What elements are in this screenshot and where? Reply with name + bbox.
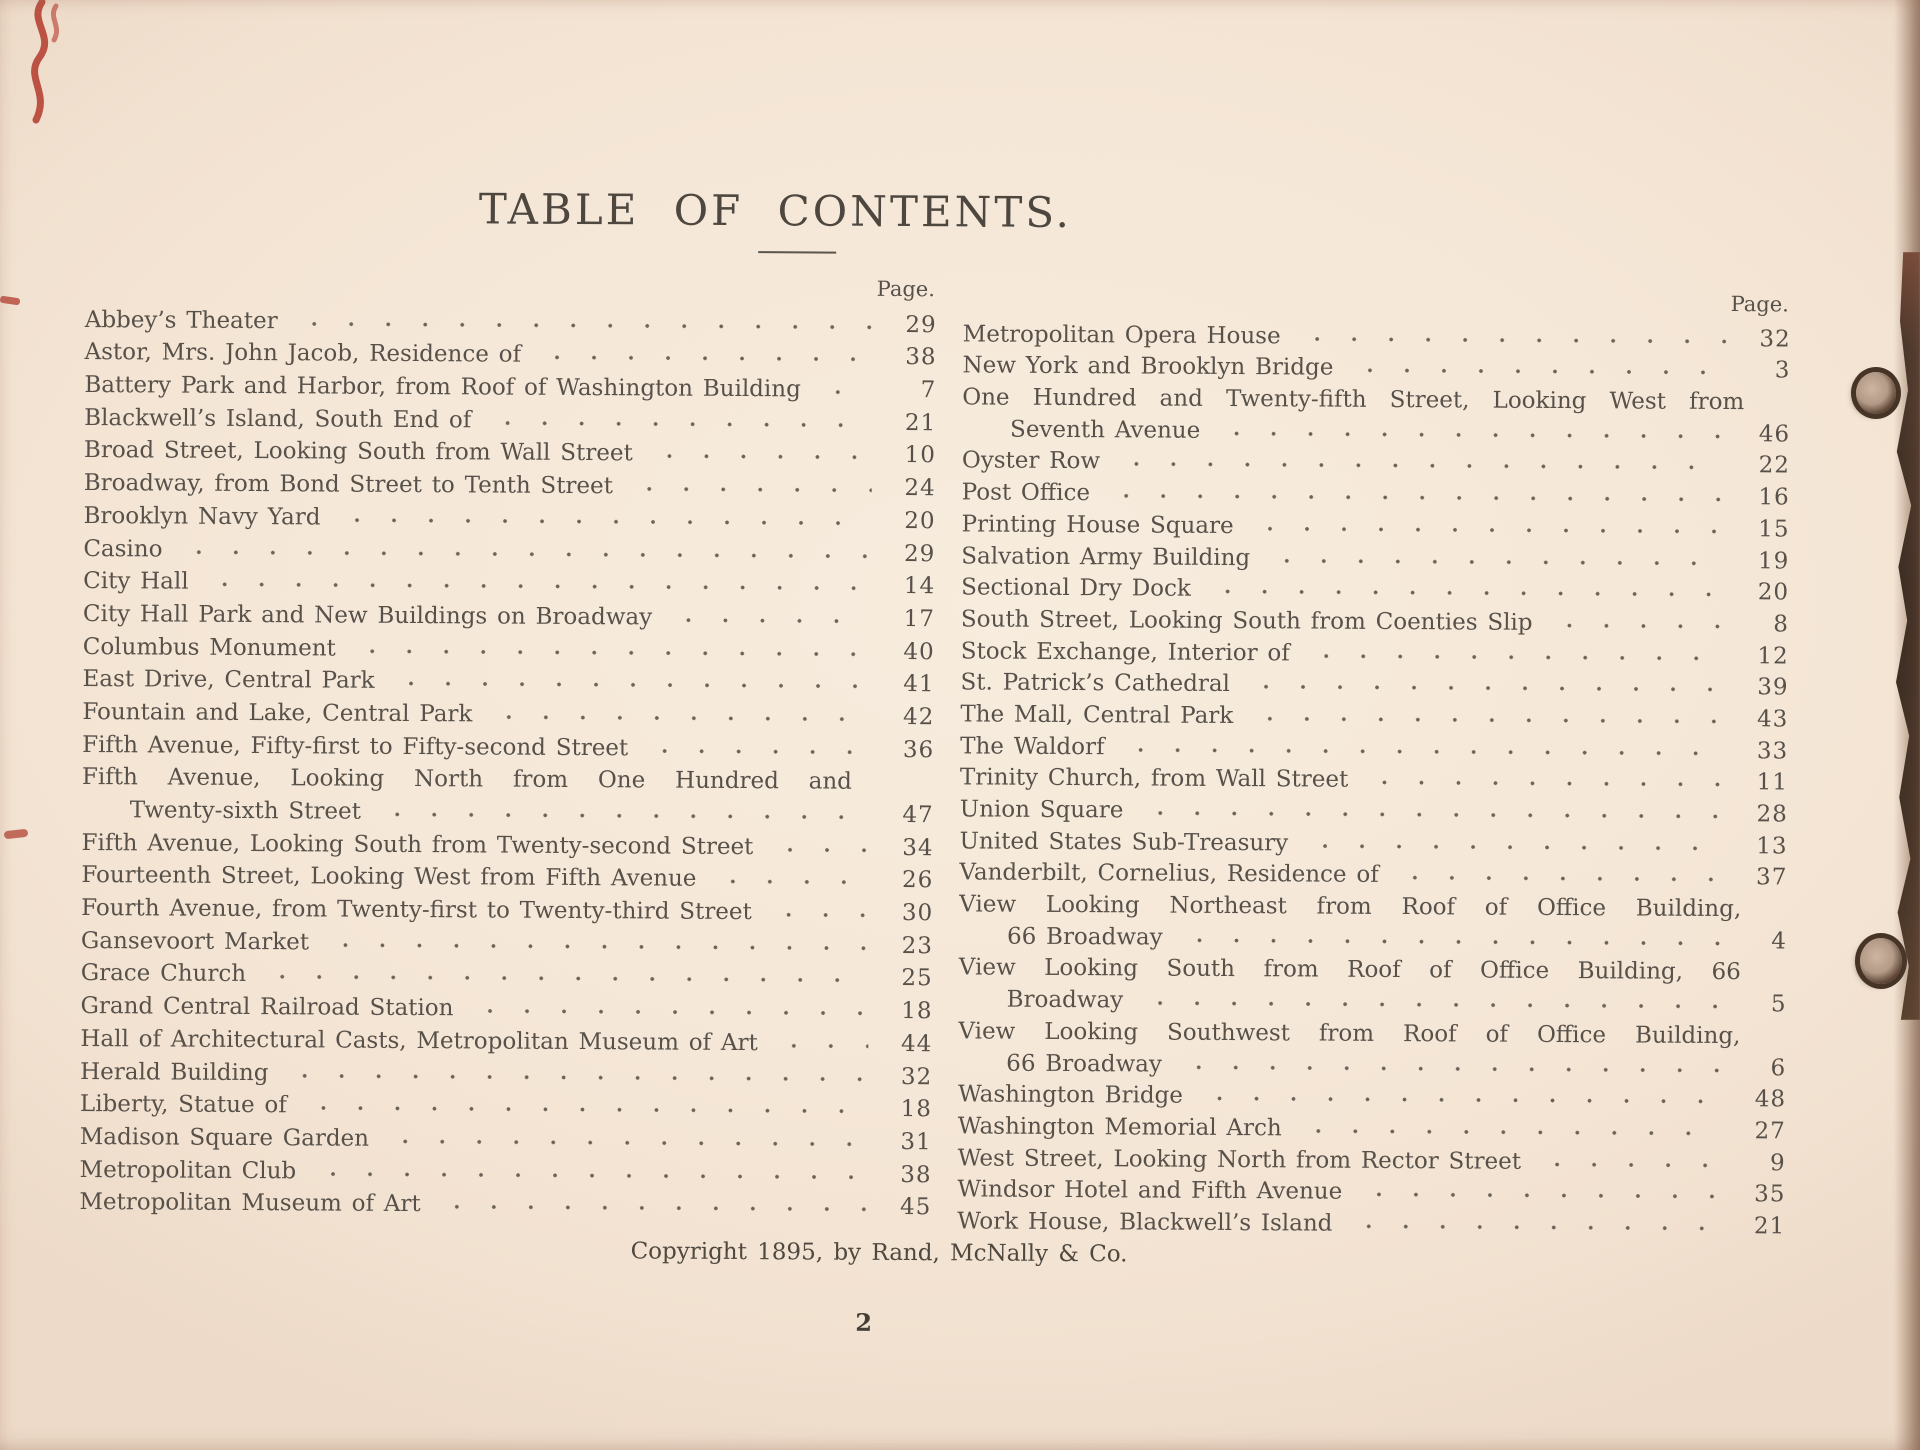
dot-leader [644,748,870,754]
toc-entry-page: 45 [899,1194,932,1221]
toc-entry [83,496,935,534]
toc-entry-title: Fourth Avenue, from Twenty-first to Twenty-third Street [81,895,752,926]
toc-entry-page: 14 [903,573,936,600]
toc-entry [962,474,1790,511]
toc-entry-title: Grace Church [80,960,247,988]
toc-entry-title-continued: 66 Broadway [1006,923,1163,951]
toc-entry-page: 27 [1754,1118,1786,1145]
dot-leader [1106,493,1726,502]
toc-entry [85,300,937,338]
toc-entry-line1 [959,886,1787,923]
toc-entry-line2 [962,410,1790,447]
toc-entry [83,627,935,665]
dot-leader [303,1106,868,1114]
toc-entry-title: Metropolitan Opera House [962,321,1281,349]
toc-entry [960,822,1788,859]
toc-entry-page: 20 [1757,579,1790,606]
toc-entry-page: 12 [1757,642,1789,669]
toc-entry [961,569,1789,606]
toc-entry [960,664,1788,701]
toc-entry-title: Fountain and Lake, Central Park [82,698,473,728]
toc-entry [960,759,1788,796]
toc-entry-page: 41 [903,671,935,698]
toc-entry [82,725,934,763]
toc-entry-line2 [82,790,934,828]
toc-entry-page: 4 [1771,928,1788,955]
toc-entry [82,660,934,698]
dot-leader [469,1008,868,1015]
dot-leader [817,390,873,395]
toc-entry-page: 7 [920,377,937,404]
toc-entry [958,1139,1786,1176]
dot-leader [1216,431,1726,439]
toc-entry-page: 30 [901,900,934,927]
toc-entry-title: Washington Memorial Arch [957,1113,1282,1142]
toc-entry-title: Liberty, Statue of [79,1091,287,1119]
toc-entry-page: 9 [1769,1149,1786,1176]
toc-entry [84,431,936,469]
toc-entry-title: Gansevoort Market [80,927,310,956]
dot-leader [1537,1161,1722,1167]
toc-entry-title: The Mall, Central Park [960,701,1234,729]
toc-entry [81,921,933,959]
toc-entry-page: 25 [901,965,933,992]
dot-leader [1139,1001,1722,1010]
toc-entry-title: Herald Building [80,1058,269,1086]
toc-entry [960,696,1788,733]
toc-entry-page: 40 [903,638,935,665]
toc-entry-page: 21 [1753,1213,1786,1240]
toc-entry [84,365,936,403]
toc-entry-title: Fifth Avenue, Fifty-first to Fifty-second Street [82,731,629,761]
dot-leader [1139,810,1723,819]
toc-entry-page: 38 [900,1161,932,1188]
toc-entry-page: 23 [901,932,934,959]
toc-entry-title: Post Office [961,479,1091,507]
toc-entry-title: Fourteenth Street, Looking West from Fifth Avenue [81,862,697,893]
toc-entry-title: Blackwell’s Island, South End of [84,404,472,434]
toc-entry-line1 [958,1012,1786,1049]
toc-entry [960,791,1788,828]
toc-entry-line1 [959,949,1787,986]
toc-entry [80,986,932,1024]
dot-leader [1395,875,1724,882]
toc-entry-title: City Hall Park and New Buildings on Broadway [82,600,653,631]
toc-entry-title: One Hundred and Twenty-fifth Street, Looking West from [962,384,1745,416]
toc-entry-title-continued: Broadway [1006,986,1124,1014]
dot-leader [1179,937,1723,945]
toc-entry-title: Grand Central Railroad Station [80,993,454,1022]
toc-entry-title: St. Patrick’s Cathedral [960,669,1231,698]
toc-entry-line2 [959,981,1787,1018]
dot-leader [769,847,869,853]
toc-entry-page: 21 [904,409,937,436]
dot-leader [1178,1064,1722,1072]
toc-entry-page: 32 [1759,325,1791,353]
dot-leader [1298,1128,1722,1136]
dot-leader [1116,462,1726,471]
page-title: TABLE OF CONTENTS. [478,184,1073,238]
toc-entry-title: Broad Street, Looking South from Wall Street [83,437,633,467]
toc-entry-page: 19 [1757,547,1790,574]
dot-leader [668,617,871,623]
toc-entry-title: Broadway, from Bond Street to Tenth Street [83,470,614,500]
toc-entry-page: 29 [903,540,936,567]
dot-leader [1199,1096,1722,1104]
dot-leader [377,812,870,820]
toc-entry [961,537,1789,574]
dot-leader [537,355,873,362]
toc-entry-page: 34 [902,834,934,861]
toc-entry-title: Vanderbilt, Cornelius, Residence of [959,859,1379,889]
toc-entry-title: Columbus Monument [82,633,336,662]
toc-entry-line2 [959,917,1787,954]
dot-leader [294,321,873,330]
toc-entry [958,1076,1786,1113]
toc-entry [80,1084,932,1122]
copyright-line: Copyright 1895, by Rand, McNally & Co. [630,1238,1128,1268]
toc-entry-page: 5 [1770,991,1787,1018]
toc-entry-page: 37 [1756,864,1788,891]
toc-entry-line1 [82,758,934,796]
toc-entry-title: Trinity Church, from Wall Street [959,764,1349,794]
toc-entry-page: 29 [905,311,937,338]
toc-entry [958,1108,1786,1145]
toc-entry [83,529,935,567]
toc-entry-page: 3 [1774,357,1791,384]
toc-entry-title: View Looking Northeast from Roof of Office Building, [959,891,1742,923]
toc-entry-page: 26 [901,867,934,894]
toc-entry-page: 11 [1756,769,1789,796]
dot-leader [262,975,869,984]
toc-entry-page: 48 [1754,1086,1787,1113]
toc-entry-page: 13 [1756,832,1788,860]
toc-entry-page: 32 [900,1063,933,1090]
dot-leader [1266,558,1725,566]
toc-entry [84,398,936,436]
toc-entry-title: View Looking South from Roof of Office Building, 66 [958,954,1741,986]
dot-leader [312,1171,867,1179]
toc-entry-title: Astor, Mrs. John Jacob, Residence of [84,339,522,369]
folio-page-number: 2 [855,1307,873,1337]
toc-entry-page: 44 [900,1030,933,1058]
dot-leader [385,1139,868,1147]
toc-entry-title: Metropolitan Museum of Art [79,1189,421,1218]
toc-entry-title-continued: Seventh Avenue [1010,416,1201,444]
toc-entry-page: 17 [903,605,936,633]
toc-entry [959,854,1787,891]
dot-leader [1246,684,1725,692]
toc-entry [81,823,933,861]
toc-entry-page: 22 [1758,452,1790,479]
toc-entry [82,692,934,730]
toc-entry-page: 38 [905,344,937,371]
dot-leader [774,1043,869,1049]
toc-entry-title: Washington Bridge [957,1081,1184,1109]
toc-entry-title: United States Sub-Treasury [959,828,1289,857]
toc-entry-title: Abbey’s Theater [84,306,278,334]
toc-entry-title: Windsor Hotel and Fifth Avenue [957,1176,1343,1205]
toc-entry-title: South Street, Looking South from Coenties Slip [960,606,1533,636]
dot-leader [284,1073,868,1082]
toc-entry [79,1150,931,1188]
toc-entry-page: 20 [904,507,936,535]
toc-entry-title: View Looking Southwest from Roof of Office Building, [958,1018,1741,1049]
toc-entry [962,347,1790,384]
dot-leader [1249,716,1724,724]
toc-entry-page: 47 [902,802,934,829]
toc-entry [961,601,1789,638]
toc-entry-title: Fifth Avenue, Looking South from Twenty-second Street [81,829,754,860]
toc-entry [81,954,933,992]
toc-entry [957,1171,1785,1208]
toc-entry-page: 28 [1756,801,1788,828]
toc-entry [81,888,933,926]
toc-entry-title: Oyster Row [961,447,1101,475]
dot-leader [1297,336,1727,344]
toc-entry-title: East Drive, Central Park [82,666,375,695]
toc-entry [961,505,1789,542]
toc-column-right [957,287,1791,1239]
toc-entry [84,333,936,371]
toc-entry [81,856,933,894]
toc-entry-title-continued: 66 Broadway [1006,1050,1162,1078]
dot-leader [205,582,872,591]
toc-entry-page: 16 [1758,484,1790,511]
toc-entry [83,561,935,599]
toc-entry [84,463,936,501]
toc-entry [963,315,1791,352]
toc-entry [961,632,1789,669]
toc-entry [83,594,935,632]
toc-entry [80,1052,932,1090]
toc-entry-page: 39 [1757,674,1789,701]
toc-entry-page: 35 [1754,1181,1786,1208]
dot-leader [352,648,871,656]
dot-leader [1349,368,1726,375]
toc-entry-page: 36 [902,736,935,763]
dot-leader [1207,589,1725,597]
toc-entry-title: Madison Square Garden [79,1123,370,1152]
dot-leader [1306,653,1725,661]
toc-entry-page: 10 [904,442,937,469]
dot-leader [437,1204,868,1212]
dot-leader [336,517,871,525]
toc-entry-page: 18 [900,1096,933,1123]
page-column-label-right: Page. [1730,292,1789,317]
toc-entry-line2 [958,1044,1786,1081]
dot-leader [768,912,869,918]
toc-entry-title: Stock Exchange, Interior of [960,637,1290,666]
toc-entry-title: Brooklyn Navy Yard [83,502,321,531]
toc-entry-page: 42 [902,703,935,731]
toc-entry-title: Hall of Architectural Casts, Metropolitan Museum of Art [80,1025,758,1056]
toc-entry-page: 31 [900,1128,932,1156]
toc-entry-page: 15 [1758,516,1790,543]
binding-hole [1856,372,1896,414]
toc-column-left [79,272,937,1220]
dot-leader [1121,747,1725,756]
dot-leader [1358,1192,1721,1199]
toc-entry [962,442,1790,479]
toc-entry-page: 6 [1770,1054,1787,1081]
toc-entry-title: Metropolitan Club [79,1156,297,1184]
dot-leader [488,714,870,721]
toc-entry-title: Battery Park and Harbor, from Roof of Washington Building [84,372,801,403]
dot-leader [1364,780,1724,787]
toc-entry-title-continued: Twenty-sixth Street [129,797,361,825]
dot-leader [629,486,872,492]
toc-entry-title: New York and Brooklyn Bridge [962,352,1334,382]
toc-entry-title: Fifth Avenue, Looking North from One Hundred and [81,764,853,796]
dot-leader [391,681,871,689]
toc-entry [960,727,1788,764]
dot-leader [487,420,872,427]
dot-leader [712,879,869,885]
dot-leader [649,454,872,460]
toc-entry-line1 [962,379,1790,416]
title-rule [758,251,836,253]
toc-entry [80,1117,932,1155]
toc-entry-title: Casino [83,535,163,562]
toc-entry-page: 46 [1758,420,1791,448]
toc-entry-page: 8 [1773,611,1790,638]
dot-leader [1304,843,1723,851]
toc-entry-title: Printing House Square [961,511,1234,539]
page-column-label-left: Page. [876,276,936,302]
toc-entry-title: City Hall [83,568,189,595]
dot-leader [325,942,869,950]
toc-entry-page: 33 [1756,737,1789,765]
dot-leader [1348,1224,1721,1231]
toc-entry-title: West Street, Looking North from Rector Street [957,1144,1522,1175]
toc-entry-title: Salvation Army Building [961,542,1251,571]
toc-entry [957,1203,1785,1240]
binding-hole [1860,938,1902,984]
toc-entry [80,1019,932,1057]
toc-entry-page: 24 [904,475,936,502]
dot-leader [1549,623,1725,629]
toc-entry-title: Sectional Dry Dock [961,574,1191,602]
dot-leader [178,549,871,558]
toc-entry-title: Work House, Blackwell’s Island [957,1208,1333,1237]
dot-leader [1250,526,1726,534]
toc-entry-title: The Waldorf [960,732,1105,760]
toc-entry-page: 18 [901,998,933,1025]
toc-entry [79,1183,931,1221]
toc-entry-page: 43 [1756,706,1789,733]
toc-entry-title: Union Square [959,796,1124,824]
